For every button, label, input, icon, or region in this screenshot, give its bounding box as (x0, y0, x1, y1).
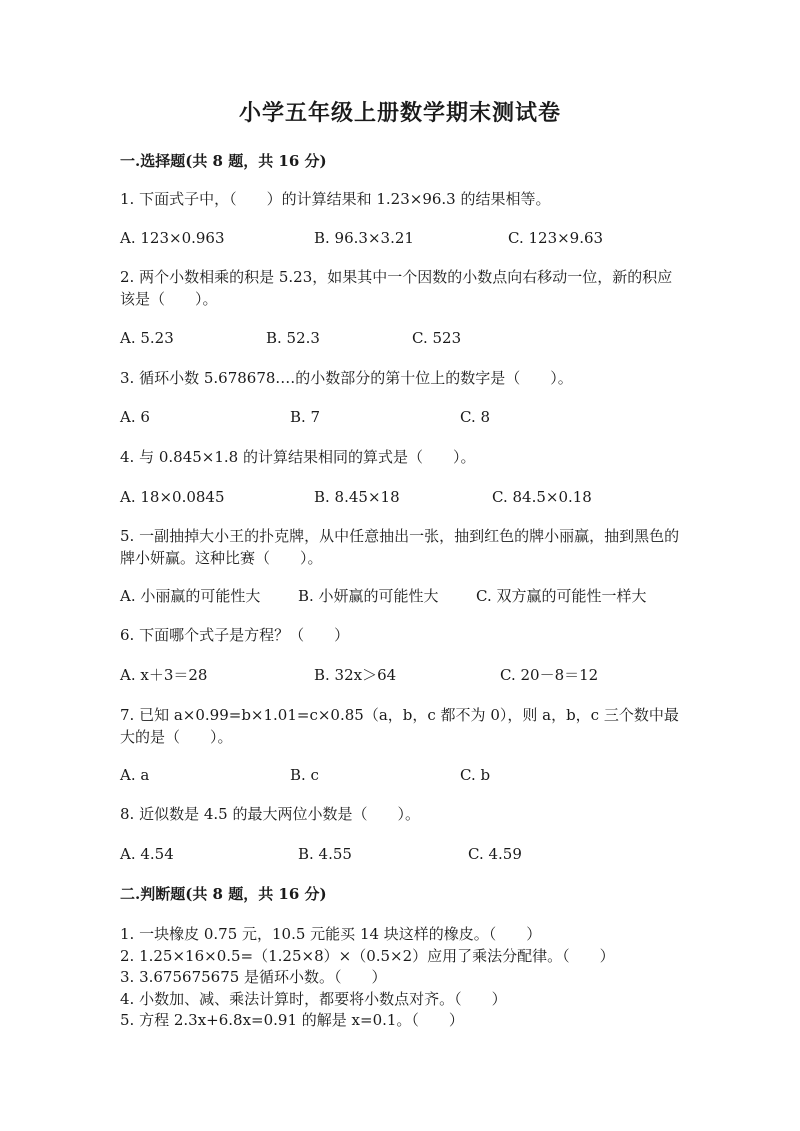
q7-option-b: B. c (290, 766, 319, 784)
q8-option-a: A. 4.54 (120, 845, 174, 863)
q5-option-a: A. 小丽赢的可能性大 (120, 587, 261, 605)
question-4: 4. 与 0.845×1.8 的计算结果相同的算式是（ ）。 (120, 448, 476, 466)
judgement-item-2: 2. 1.25×16×0.5=（1.25×8）×（0.5×2）应用了乘法分配律。（ ） (120, 947, 615, 965)
q7-option-c: C. b (460, 766, 491, 784)
judgement-item-3: 3. 3.675675675 是循环小数。（ ） (120, 968, 387, 986)
judgement-item-5: 5. 方程 2.3x+6.8x=0.91 的解是 x=0.1。（ ） (120, 1011, 464, 1029)
page-title: 小学五年级上册数学期末测试卷 (238, 100, 561, 126)
judgement-item-4: 4. 小数加、减、乘法计算时，都要将小数点对齐。（ ） (120, 990, 507, 1008)
q2-option-a: A. 5.23 (120, 329, 174, 347)
question-7: 7. 已知 a×0.99=b×1.01=c×0.85（a，b，c 都不为 0），则 a，b，c 三个数中最大的是（ ）。 (120, 706, 679, 746)
q1-option-a: A. 123×0.963 (120, 229, 225, 247)
q5-option-c: C. 双方赢的可能性一样大 (476, 587, 647, 605)
q3-option-a: A. 6 (120, 408, 150, 426)
q4-option-a: A. 18×0.0845 (120, 488, 225, 506)
q8-option-b: B. 4.55 (298, 845, 352, 863)
q2-option-c: C. 523 (412, 329, 462, 347)
q4-option-c: C. 84.5×0.18 (492, 488, 592, 506)
q7-option-a: A. a (120, 766, 150, 784)
q3-option-b: B. 7 (290, 408, 321, 426)
q3-option-c: C. 8 (460, 408, 491, 426)
question-8: 8. 近似数是 4.5 的最大两位小数是（ ）。 (120, 805, 420, 823)
question-6: 6. 下面哪个式子是方程？（ ） (120, 626, 350, 644)
q8-option-c: C. 4.59 (468, 845, 522, 863)
q1-option-c: C. 123×9.63 (508, 229, 604, 247)
section-heading-judgement: 二.判断题(共 8 题，共 16 分) (120, 885, 327, 903)
section-heading-choice: 一.选择题(共 8 题，共 16 分) (120, 152, 327, 170)
q6-option-a: A. x＋3＝28 (120, 666, 208, 684)
q6-option-c: C. 20－8＝12 (500, 666, 599, 684)
q6-option-b: B. 32x＞64 (314, 666, 397, 684)
q5-option-b: B. 小妍赢的可能性大 (298, 587, 439, 605)
question-1: 1. 下面式子中，（ ）的计算结果和 1.23×96.3 的结果相等。 (120, 190, 551, 208)
question-3: 3. 循环小数 5.678678.…的小数部分的第十位上的数字是（ ）。 (120, 369, 573, 387)
judgement-item-1: 1. 一块橡皮 0.75 元，10.5 元能买 14 块这样的橡皮。（ ） (120, 925, 542, 943)
q2-option-b: B. 52.3 (266, 329, 320, 347)
q1-option-b: B. 96.3×3.21 (314, 229, 414, 247)
question-5: 5. 一副抽掉大小王的扑克牌，从中任意抽出一张，抽到红色的牌小丽赢，抽到黑色的牌小妍赢。这种比赛（ ）。 (120, 527, 680, 567)
q4-option-b: B. 8.45×18 (314, 488, 400, 506)
question-2: 2. 两个小数相乘的积是 5.23，如果其中一个因数的小数点向右移动一位，新的积应该是（ ）。 (120, 268, 673, 308)
